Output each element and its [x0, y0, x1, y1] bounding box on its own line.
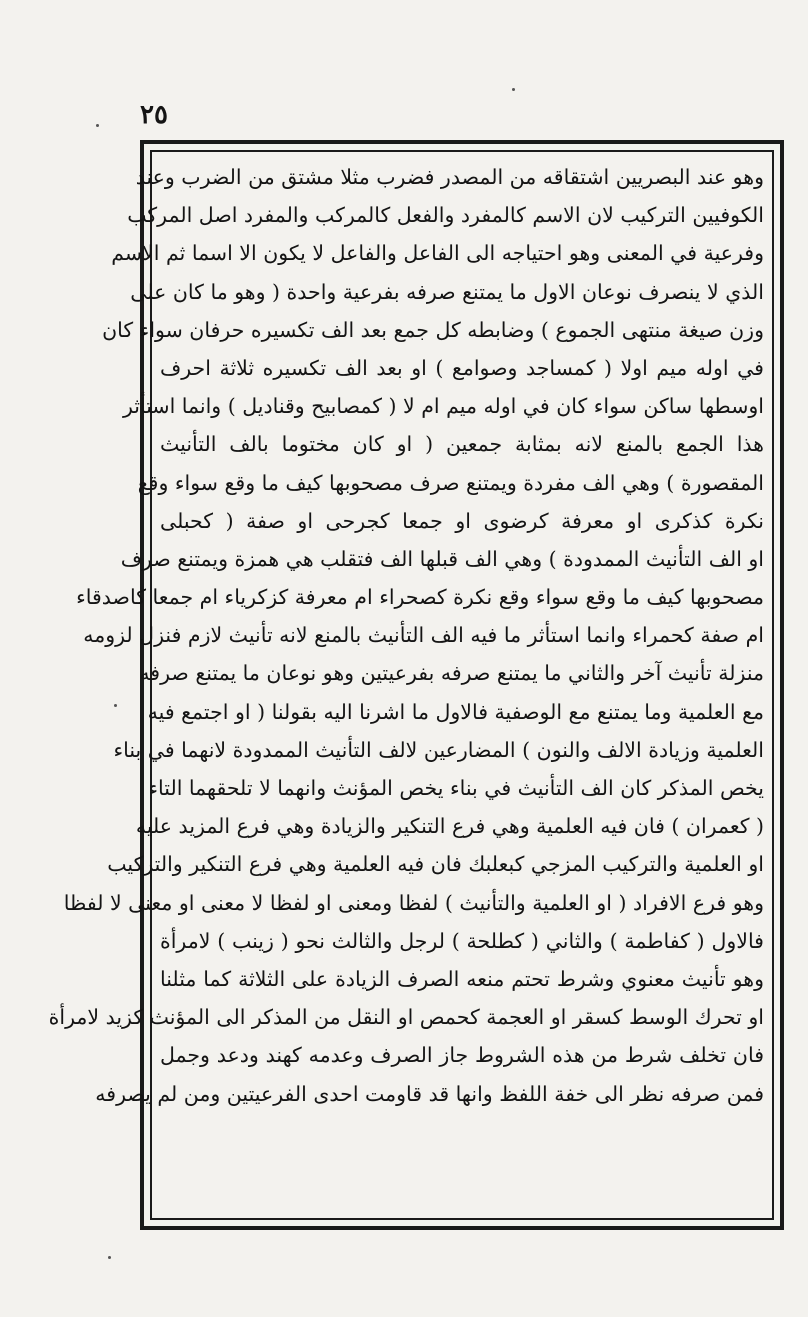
- scan-speck: [114, 704, 117, 707]
- scan-speck: [512, 88, 515, 91]
- text-line: المقصورة ) وهي الف مفردة ويمتنع صرف مصحوبها كيف ما وقع سواء وقع: [137, 470, 764, 495]
- text-line: نكرة كذكرى او معرفة كرضوى او جمعا كجرحى او صفة ( كحبلى: [160, 508, 764, 533]
- scan-speck: [108, 1256, 111, 1259]
- text-line: العلمية وزيادة الالف والنون ) المضارعين لالف التأنيث الممدودة لانهما في بناء: [113, 737, 764, 762]
- text-line: وهو تأنيث معنوي وشرط تحتم منعه الصرف الزيادة على الثلاثة كما مثلنا: [160, 966, 764, 991]
- text-line: الذي لا ينصرف نوعان الاول ما يمتنع صرفه بفرعية واحدة ( وهو ما كان على: [130, 279, 764, 304]
- text-line: يخص المذكر كان الف التأنيث في بناء يخص المؤنث وانهما لا تلحقهما التاء: [148, 776, 764, 800]
- text-line: وفرعية في المعنى وهو احتياجه الى الفاعل والفاعل لا يكون الا اسما ثم الاسم: [111, 241, 764, 266]
- manuscript-text-block: [48, 158, 764, 1212]
- text-line: فمن صرفه نظر الى خفة اللفظ وانها قد قاومت احدى الفرعيتين ومن لم يصرفه: [95, 1081, 764, 1106]
- text-line: او الف التأنيث الممدودة ) وهي الف قبلها الف فتقلب هي همزة ويمتنع صرف: [120, 546, 764, 571]
- text-line: وهو فرع الافراد ( او العلمية والتأنيث ) لفظا ومعنى او لفظا لا معنى او معنى لا لفظا: [63, 890, 764, 915]
- scan-speck: [96, 124, 99, 127]
- text-line: او تحرك الوسط كسقر او العجمة كحمص او النقل من المذكر الى المؤنث كزيد لامرأة: [48, 1005, 764, 1030]
- text-line: فالاول ( كفاطمة ) والثاني ( كطلحة ) لرجل والثالث نحو ( زينب ) لامرأة: [160, 928, 764, 953]
- text-line: وزن صيغة منتهى الجموع ) وضابطه كل جمع بعد الف تكسيره حرفان سواء كان: [102, 317, 764, 342]
- text-line: اوسطها ساكن سواء كان في اوله ميم ام لا ( كمصابيح وقناديل ) وانما استأثر: [122, 394, 764, 419]
- text-line: هذا الجمع بالمنع لانه بمثابة جمعين ( او كان مختوما بالف التأنيث: [160, 432, 764, 457]
- text-line: فان تخلف شرط من هذه الشروط جاز الصرف وعدمه كهند ودعد وجمل: [160, 1043, 764, 1068]
- text-line: وهو عند البصريين اشتقاقه من المصدر فضرب مثلا مشتق من الضرب وعند: [135, 165, 764, 189]
- text-line: مع العلمية وما يمتنع مع الوصفية فالاول ما اشرنا اليه بقولنا ( او اجتمع فيه: [147, 699, 764, 724]
- text-line: ام صفة كحمراء وانما استأثر ما فيه الف التأنيث بالمنع لانه تأنيث لازم فنزل لزومه: [83, 623, 764, 648]
- text-line: في اوله ميم اولا ( كمساجد وصوامع ) او بعد الف تكسيره ثلاثة احرف: [160, 355, 764, 380]
- text-line: ( كعمران ) فان فيه العلمية وهي فرع التنكير والزيادة وهي فرع المزيد عليه: [135, 814, 764, 839]
- text-line: مصحوبها كيف ما وقع سواء وقع نكرة كصحراء ام معرفة كزكرياء ام جمعا كاصدقاء: [76, 585, 764, 610]
- text-line: او العلمية والتركيب المزجي كبعلبك فان فيه العلمية وهي فرع التنكير والتركيب: [107, 852, 764, 877]
- page-number: ٢٥: [140, 100, 168, 130]
- text-line: الكوفيين التركيب لان الاسم كالمفرد والفعل كالمركب والمفرد اصل المركب: [127, 203, 764, 228]
- text-line: منزلة تأنيث آخر والثاني ما يمتنع صرفه بفرعيتين وهو نوعان ما يمتنع صرفه: [139, 661, 764, 686]
